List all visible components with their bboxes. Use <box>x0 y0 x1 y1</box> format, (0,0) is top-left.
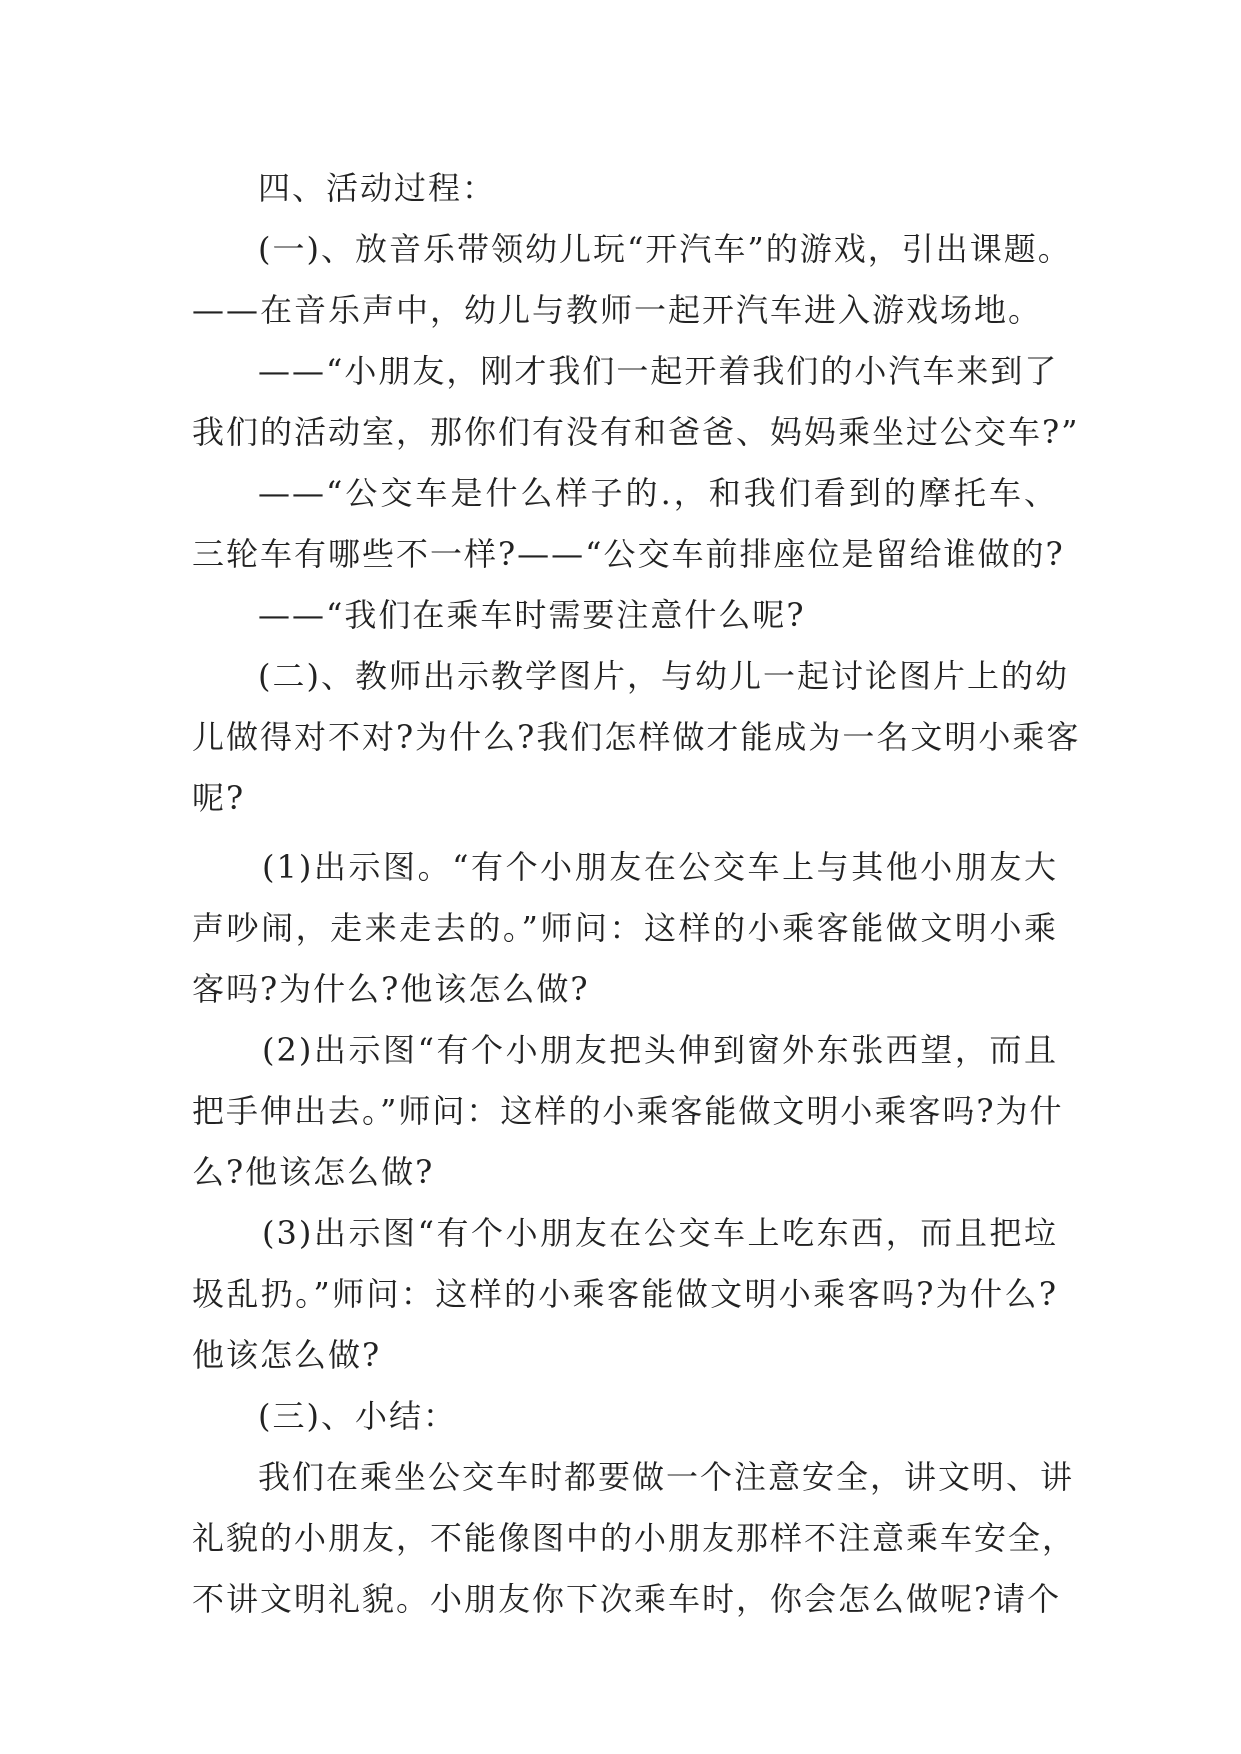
paragraph-line: 把手伸出去。”师问：这样的小乘客能做文明小乘客吗?为什 <box>192 1092 1064 1130</box>
paragraph-line: (2)出示图“有个小朋友把头伸到窗外东张西望，而且 <box>262 1031 1058 1069</box>
paragraph-line: ——“公交车是什么样子的.，和我们看到的摩托车、 <box>258 474 1058 512</box>
paragraph-line: (1)出示图。“有个小朋友在公交车上与其他小朋友大 <box>262 848 1058 886</box>
paragraph-line: 客吗?为什么?他该怎么做? <box>192 970 590 1008</box>
paragraph-line: 么?他该怎么做? <box>192 1153 435 1191</box>
paragraph-line: 三轮车有哪些不一样?——“公交车前排座位是留给谁做的? <box>192 535 1065 573</box>
paragraph-line: 圾乱扔。”师问：这样的小乘客能做文明小乘客吗?为什么? <box>192 1275 1058 1313</box>
paragraph-line: ——“小朋友，刚才我们一起开着我们的小汽车来到了 <box>258 352 1059 390</box>
paragraph-line: 呢? <box>192 779 246 817</box>
paragraph-line: (一)、放音乐带领幼儿玩“开汽车”的游戏，引出课题。 <box>258 230 1072 268</box>
paragraph-line: ——“我们在乘车时需要注意什么呢? <box>258 596 806 634</box>
paragraph-line: 不讲文明礼貌。小朋友你下次乘车时，你会怎么做呢?请个 <box>192 1580 1062 1618</box>
paragraph-line: 他该怎么做? <box>192 1336 382 1374</box>
paragraph-line: ——在音乐声中，幼儿与教师一起开汽车进入游戏场地。 <box>192 291 1043 329</box>
paragraph-line: 声吵闹，走来走去的。”师问：这样的小乘客能做文明小乘 <box>192 909 1058 947</box>
paragraph-line: 我们的活动室，那你们有没有和爸爸、妈妈乘坐过公交车?” <box>192 413 1080 451</box>
paragraph-line: 儿做得对不对?为什么?我们怎样做才能成为一名文明小乘客 <box>192 718 1081 756</box>
paragraph-line: (3)出示图“有个小朋友在公交车上吃东西，而且把垃 <box>262 1214 1058 1252</box>
paragraph-line: 我们在乘坐公交车时都要做一个注意安全，讲文明、讲 <box>258 1458 1075 1496</box>
document-body <box>192 158 1081 1630</box>
section-heading: (三)、小结： <box>258 1397 457 1435</box>
paragraph-line: 礼貌的小朋友，不能像图中的小朋友那样不注意乘车安全， <box>192 1519 1077 1557</box>
paragraph-line: (二)、教师出示教学图片，与幼儿一起讨论图片上的幼 <box>258 657 1069 695</box>
section-heading: 四、活动过程： <box>258 169 497 207</box>
